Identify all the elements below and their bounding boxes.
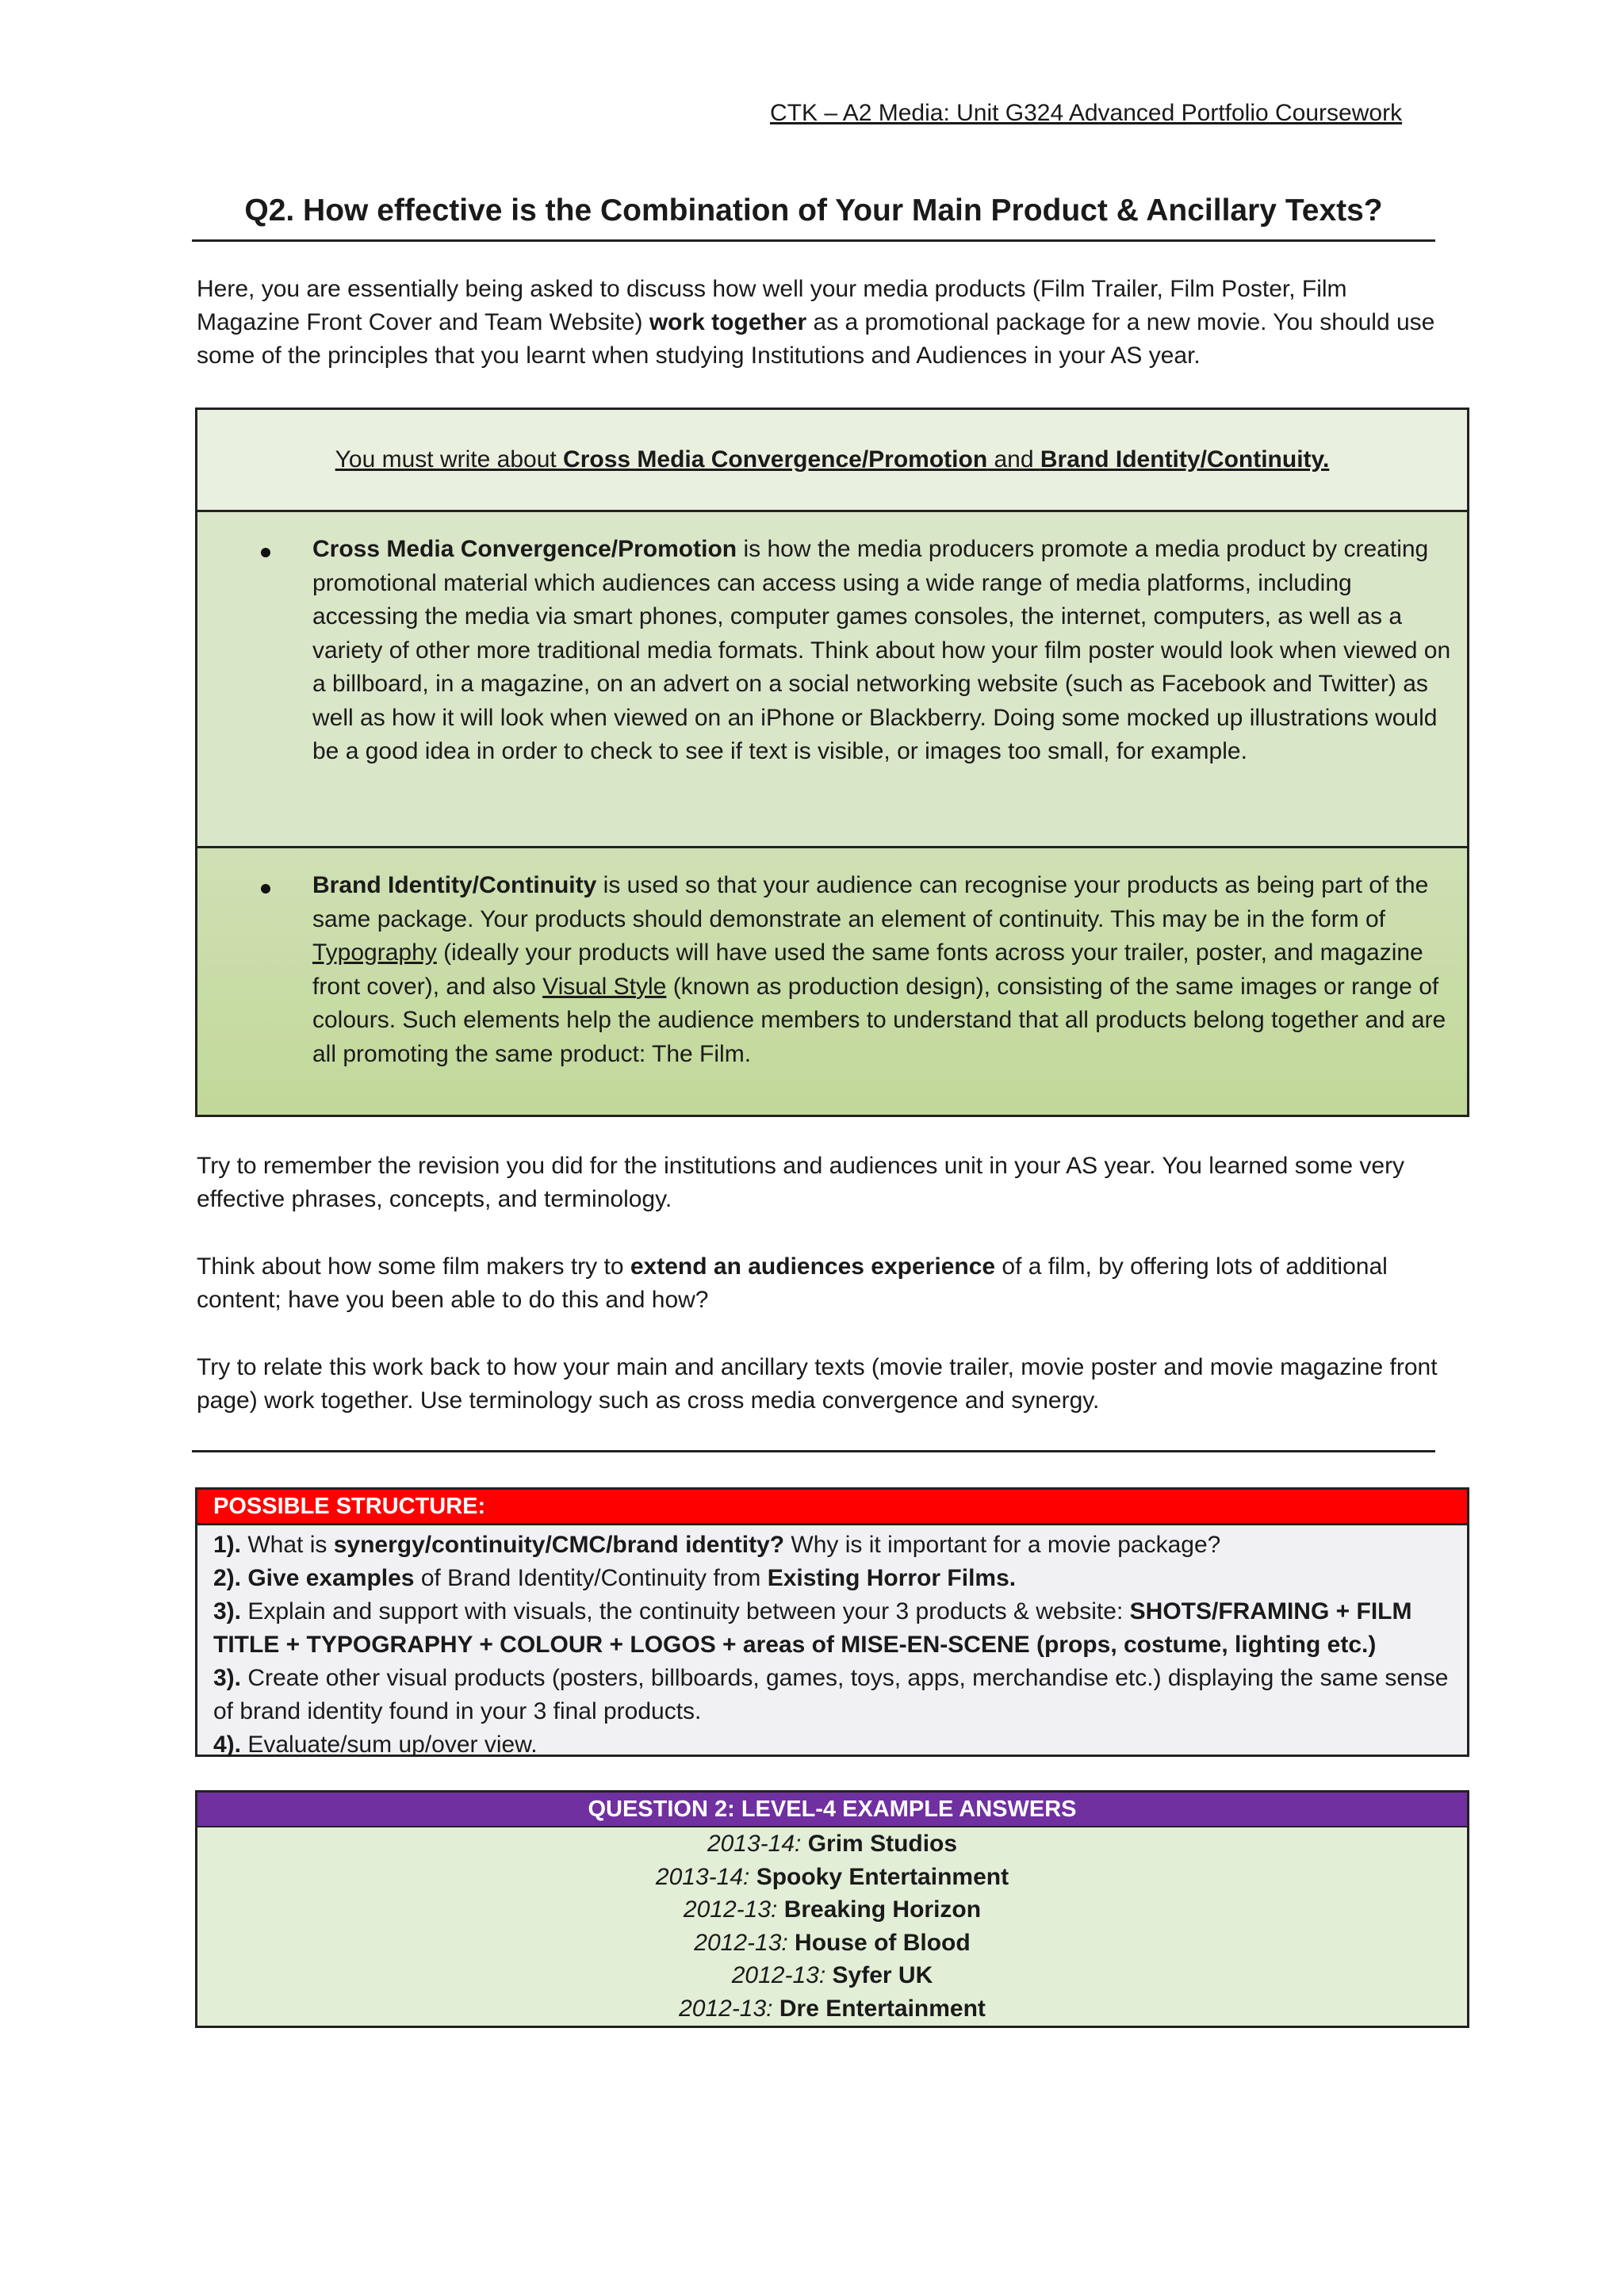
- example-answer: 2012-13: House of Blood: [694, 1929, 971, 1956]
- requirement-line: [197, 410, 1467, 512]
- structure-item: 1). What is synergy/continuity/CMC/brand identity? Why is it important for a movie package?: [213, 1532, 1221, 1558]
- bullet-icon: [261, 548, 270, 557]
- bullet-text: is how the media producers promote a media product by creating promotional material which audiences can access using a wide range of media platforms, including accessing the media via smart phones, computer games consoles, the internet, computers, as well as a variety of other more traditional media formats. Think about how your film poster would look when viewed on a billboard, in a magazine, on an advert on a social networking website (such as Facebook and Twitter) as well as how it will look when viewed on an iPhone or Blackberry. Doing some mocked up illustrations would be a good idea in order to check to see if text is visible, or images too small, for example.: [312, 536, 1451, 764]
- example-answer: 2013-14: Spooky Entertainment: [655, 1863, 1009, 1890]
- example-answer: 2013-14: Grim Studios: [707, 1831, 958, 1857]
- requirement-term-1: Cross Media Convergence/Promotion: [563, 446, 988, 473]
- section-divider: [192, 1450, 1435, 1452]
- bullet-cross-media: [197, 512, 1467, 848]
- para-text: Think about how some film makers try to: [197, 1253, 630, 1280]
- example-answers-box: [195, 1790, 1469, 2028]
- audience-experience-paragraph: [197, 1250, 1450, 1317]
- bullet-text: (ideally your products will have used the same fonts across your trailer, poster, and magazine front cover), and also: [312, 939, 1423, 1000]
- bullet-icon: [261, 884, 270, 894]
- para-emphasis: extend an audiences experience: [630, 1253, 996, 1280]
- page-title: Q2. How effective is the Combination of Your Main Product & Ancillary Texts?: [192, 193, 1435, 242]
- structure-item: 3). Create other visual products (posters, billboards, games, toys, apps, merchandise etc.) displaying the same sense of brand identity found in your 3 final products.: [213, 1665, 1449, 1724]
- structure-item: 4). Evaluate/sum up/over view.: [213, 1732, 538, 1758]
- requirement-term-2: Brand Identity/Continuity.: [1040, 446, 1330, 473]
- bullet-brand-identity: [197, 848, 1467, 1115]
- relate-paragraph: Try to relate this work back to how your main and ancillary texts (movie trailer, movie poster and movie magazine front page) work together. Use terminology such as cross media convergence and synergy.: [197, 1354, 1438, 1414]
- example-answer: 2012-13: Breaking Horizon: [683, 1896, 982, 1923]
- para-text-end: of a film, by offering lots of additional content; have you been able to do this and how?: [197, 1253, 1388, 1313]
- bullet-term: Brand Identity/Continuity: [312, 872, 597, 898]
- structure-header: POSSIBLE STRUCTURE:: [197, 1490, 1467, 1525]
- examples-header: QUESTION 2: LEVEL-4 EXAMPLE ANSWERS: [197, 1793, 1467, 1827]
- bullet-text: (known as production design), consisting of the same images or range of colours. Such elements help the audience members to understand that all products belong together and are all promoting the same product: The Film.: [312, 973, 1446, 1067]
- intro-emphasis: work together: [649, 309, 807, 335]
- requirements-box: [195, 408, 1469, 1117]
- example-answer: 2012-13: Syfer UK: [731, 1962, 933, 1988]
- revision-paragraph: Try to remember the revision you did for the institutions and audiences unit in your AS year. You learned some very effective phrases, concepts, and terminology.: [197, 1153, 1405, 1212]
- structure-item: 2). Give examples of Brand Identity/Continuity from Existing Horror Films.: [213, 1565, 1017, 1591]
- bullet-term: Cross Media Convergence/Promotion: [312, 536, 737, 562]
- page-header: CTK – A2 Media: Unit G324 Advanced Portfolio Coursework: [770, 100, 1403, 126]
- requirement-text: You must write about: [335, 446, 564, 473]
- intro-paragraph: [197, 273, 1450, 373]
- structure-item: 3). Explain and support with visuals, the continuity between your 3 products & website: SHOTS/FRAMING + FILM TITLE + TYPOGRAPHY + COLOUR + LOGOS + areas of MISE-EN-SCENE (props, costume, lighting etc.): [213, 1598, 1412, 1658]
- typography-term: Typography: [312, 939, 437, 966]
- example-answer: 2012-13: Dre Entertainment: [679, 1995, 986, 2022]
- intro-text: Here, you are essentially being asked to discuss how well your media products (Film Trailer, Film Poster, Film Magazine Front Cover and Team Website): [197, 276, 1347, 335]
- visual-style-term: Visual Style: [542, 973, 667, 1000]
- possible-structure-box: [195, 1487, 1469, 1757]
- intro-text-end: as a promotional package for a new movie. You should use some of the principles that you learnt when studying Institutions and Audiences in your AS year.: [197, 309, 1435, 369]
- bullet-text: is used so that your audience can recognise your products as being part of the same package. Your products should demonstrate an element of continuity. This may be in the form of: [312, 872, 1429, 932]
- requirement-and: and: [987, 446, 1040, 473]
